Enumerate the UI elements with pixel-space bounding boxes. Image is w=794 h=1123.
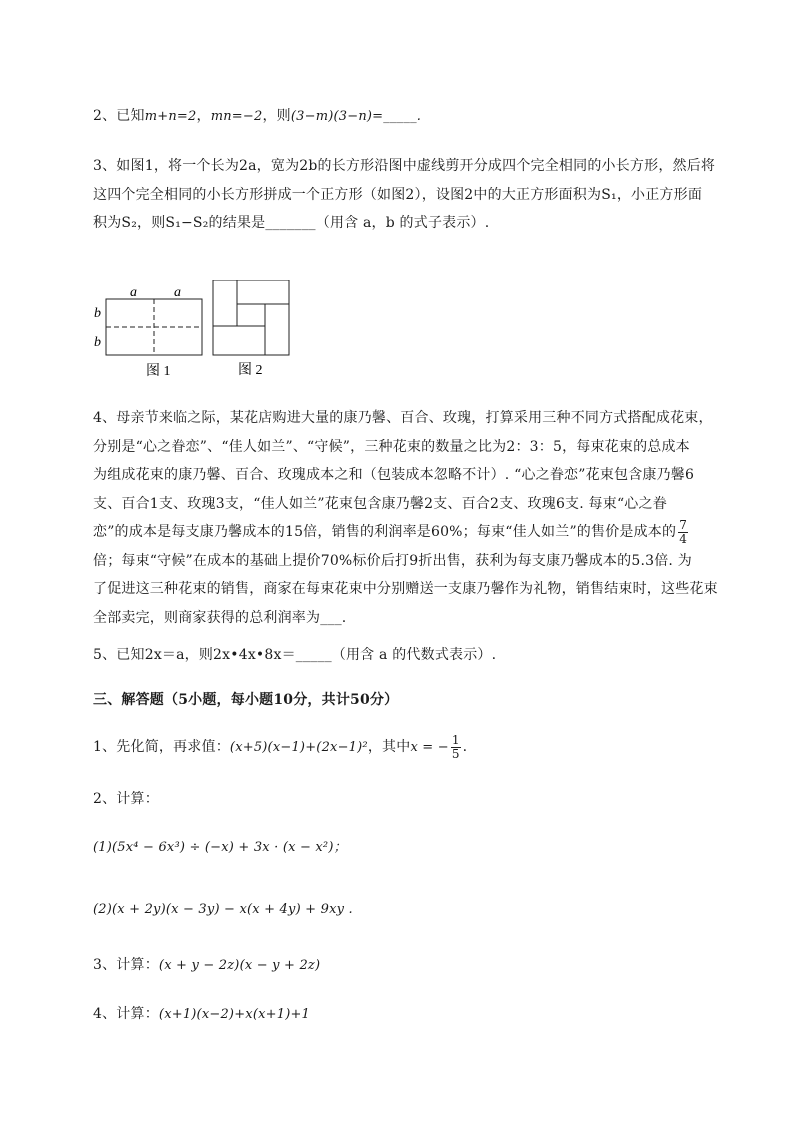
question-2-fill: 2、已知m+n=2，mn=−2，则(3−m)(3−n)=_____. bbox=[93, 108, 422, 124]
answer-question-3: 3、计算：(x + y − 2z)(x − y + 2z) bbox=[93, 957, 321, 973]
q3-line-2: 这四个完全相同的小长方形拼成一个正方形（如图2），设图2中的大正方形面积为S₁，小正方形面 bbox=[93, 186, 703, 203]
answer-question-2-part-2: (2)(x + 2y)(x − 3y) − x(x + 4y) + 9xy . bbox=[93, 902, 353, 917]
answer-question-2-title: 2、计算： bbox=[93, 791, 159, 807]
a1-expression: (x+5)(x−1)+(2x−1)² bbox=[229, 740, 368, 755]
q4-line-1: 4、母亲节来临之际，某花店购进大量的康乃馨、百合、玫瑰，打算采用三种不同方式搭配成花束， bbox=[93, 410, 713, 426]
fig1-label-b-bottom: b bbox=[94, 335, 101, 350]
fraction-7-4: $\frac{7}{4}$ bbox=[679, 517, 688, 546]
expr-product: (3−m)(3−n)=_____. bbox=[290, 109, 422, 124]
question-3 bbox=[93, 152, 745, 238]
q4-line-2: 分别是“心之眷恋”、“佳人如兰”、“守候”，三种花束的数量之比为2：3：5，每束花束的总成本 bbox=[93, 438, 690, 455]
fig1-label-a-left: a bbox=[130, 285, 137, 300]
q3-line-3: 积为S₂，则S₁−S₂的结果是_______（用含 a，b 的式子表示）. bbox=[93, 215, 490, 231]
fraction-1-5: $\frac{1}{5}$ bbox=[451, 732, 460, 761]
expr-mn: mn=−2 bbox=[210, 109, 263, 124]
q4-line-6: 倍；每束“守候”在成本的基础上提价70%标价后打9折出售，获利为每支康乃馨成本的5.3倍. 为 bbox=[93, 552, 692, 569]
a4-expression: (x+1)(x−2)+x(x+1)+1 bbox=[158, 1007, 311, 1022]
q4-line-4: 支、百合1支、玫瑰3支，“佳人如兰”花束包含康乃馨2支、百合2支、玫瑰6支. 每束“心之眷 bbox=[93, 495, 667, 512]
fig1-caption: 图 1 bbox=[146, 364, 171, 379]
answer-question-2-part-1: (1)(5x⁴ − 6x³) ÷ (−x) + 3x · (x − x²)； bbox=[93, 840, 347, 855]
q4-line-5: 恋”的成本是每支康乃馨成本的15倍，销售的利润率是60%；每束“佳人如兰”的售价是成本的 bbox=[93, 524, 677, 540]
fig2-caption: 图 2 bbox=[238, 363, 263, 378]
fig1-label-b-top: b bbox=[94, 306, 101, 321]
q4-line-7: 了促进这三种花束的销售，商家在每束花束中分别赠送一支康乃馨作为礼物，销售结束时，这些花束 bbox=[93, 581, 718, 597]
section-3-heading: 三、解答题（5小题，每小题10分，共计50分） bbox=[93, 692, 399, 708]
fig1-label-a-right: a bbox=[174, 285, 181, 300]
question-5: 5、已知2x＝a，则2x•4x•8x＝_____（用含 a 的代数式表示）. bbox=[93, 647, 497, 663]
answer-question-4: 4、计算：(x+1)(x−2)+x(x+1)+1 bbox=[93, 1006, 311, 1022]
a3-expression: (x + y − 2z)(x − y + 2z) bbox=[158, 958, 321, 973]
expr-m-plus-n: m+n=2 bbox=[144, 109, 197, 124]
figure-rectangles bbox=[90, 280, 310, 380]
fig2-square bbox=[213, 280, 289, 355]
q3-line-1: 3、如图1，将一个长为2a，宽为2b的长方形沿图中虚线剪开分成四个完全相同的小长方形，然后将 bbox=[93, 158, 716, 174]
q4-line-8: 全部卖完，则商家获得的总利润率为___. bbox=[93, 609, 347, 626]
question-4 bbox=[93, 404, 745, 632]
q4-line-3: 为组成花束的康乃馨、百合、玫瑰成本之和（包装成本忽略不计）. “心之眷恋”花束包含康乃馨6 bbox=[93, 467, 695, 483]
answer-question-1: 1、先化简，再求值：(x+5)(x−1)+(2x−1)²，其中x = − $\frac{1}{5}$ . bbox=[93, 732, 468, 761]
